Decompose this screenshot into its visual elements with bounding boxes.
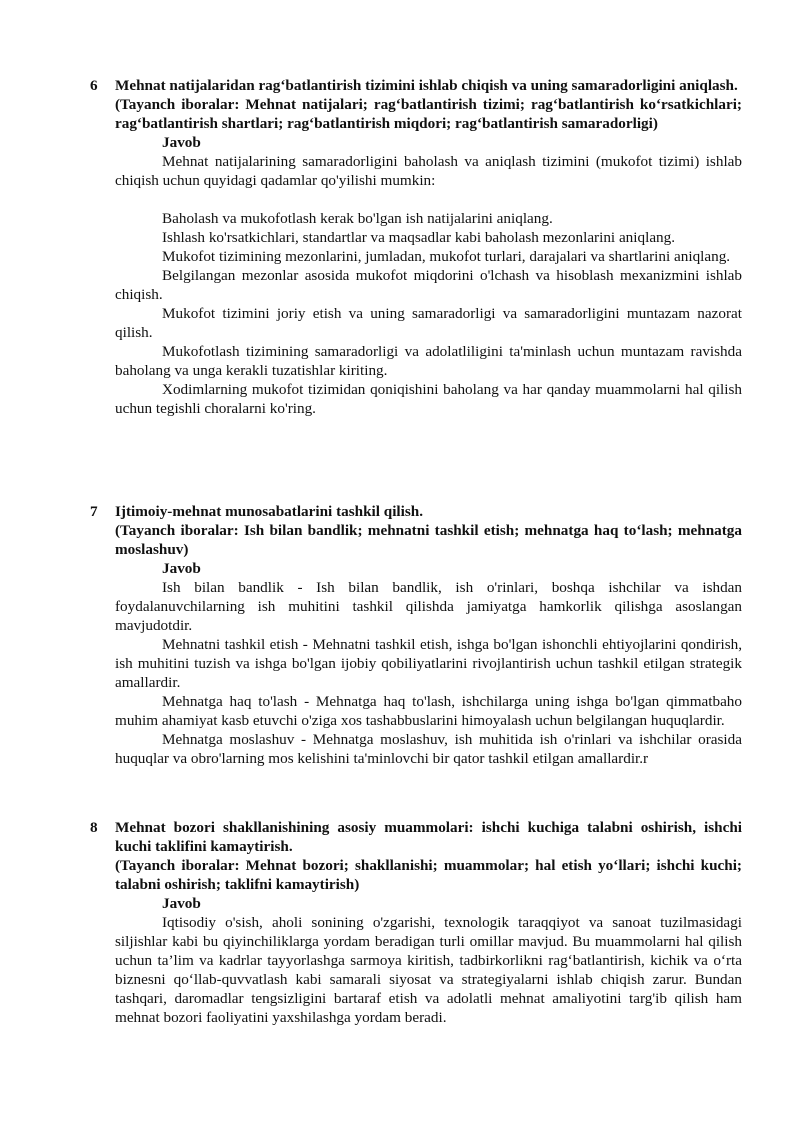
question-number: 7: [90, 503, 98, 520]
question-7: [90, 502, 742, 768]
keywords: (Tayanch iboralar: Mehnat bozori; shakllanishi; muammolar; hal etish yo‘llari; ishchi kuchi; talabni oshirish; taklifni kamaytirish): [115, 857, 742, 893]
question-6: [90, 76, 742, 418]
answer-label: Javob: [162, 560, 201, 577]
answer-paragraph: Iqtisodiy o'sish, aholi sonining o'zgarishi, texnologik taraqqiyot va sanoat tuzilmasidagi siljishlar kabi bu qiyinchiliklarga yordam beradigan turli omillar mavjud. Bu muammolarni hal qilish uchun ta’lim va kadrlar tayyorlashga sarmoya kiritish, tadbirkorlikni rag‘batlantirish, kichik va o‘rta biznesni qo‘llab-quvvatlash kabi samarali siyosat va strategiyalarni ishlab chiqish zarur. Bundan tashqari, daromadlar tengsizligini bartaraf etish va adolatli mehnat amaliyotini targ'ib qilish ham mehnat bozori faoliyatini yaxshilashga yordam beradi.: [115, 914, 742, 1026]
answer-paragraph: Xodimlarning mukofot tizimidan qoniqishini baholang va har qanday muammolarni hal qilish uchun tegishli choralarni ko'ring.: [115, 381, 742, 417]
question-title: Mehnat natijalaridan rag‘batlantirish tizimini ishlab chiqish va uning samaradorligini aniqlash.: [115, 77, 738, 94]
keywords: (Tayanch iboralar: Mehnat natijalari; rag‘batlantirish tizimi; rag‘batlantirish ko‘rsatkichlari; rag‘batlantirish shartlari; rag‘batlantirish miqdori; rag‘batlantirish samaradorligi): [115, 96, 742, 132]
answer-paragraph: Ishlash ko'rsatkichlari, standartlar va maqsadlar kabi baholash mezonlarini aniqlang.: [162, 229, 676, 246]
question-title: Ijtimoiy-mehnat munosabatlarini tashkil qilish.: [115, 503, 424, 520]
question-number: 6: [90, 77, 98, 94]
answer-label: Javob: [162, 895, 201, 912]
answer-paragraph: Mehnatga moslashuv - Mehnatga moslashuv, ish muhitida ish o'rinlari va ishchilar orasida huquqlar va obro'larning mos kelishini ta'minlovchi bir qator tashkil etilgan amallardir.r: [115, 731, 742, 767]
answer-paragraph: Mukofotlash tizimining samaradorligi va adolatliligini ta'minlash uchun muntazam ravishda baholang va unga kerakli tuzatishlar kiriting.: [115, 343, 742, 379]
keywords: (Tayanch iboralar: Ish bilan bandlik; mehnatni tashkil etish; mehnatga haq to‘lash; mehnatga moslashuv): [115, 522, 742, 558]
answer-paragraph: Mehnatni tashkil etish - Mehnatni tashkil etish, ishga bo'lgan ishonchli ehtiyojlarini qondirish, ish muhitini tuzish va ishga bo'lgan ijobiy qobiliyatlarini rivojlantirish uchun tashkil etilgan strategik amallardir.: [115, 636, 742, 691]
answer-paragraph: Baholash va mukofotlash kerak bo'lgan ish natijalarini aniqlang.: [162, 210, 553, 227]
question-number: 8: [90, 819, 98, 836]
answer-paragraph: Mehnatga haq to'lash - Mehnatga haq to'lash, ishchilarga uning ishga bo'lgan qimmatbaho muhim ahamiyat kasb etuvchi o'ziga xos tashabbuslarini himoyalash uchun belgilangan huquqlardir.: [115, 693, 742, 729]
answer-label: Javob: [162, 134, 201, 151]
answer-paragraph: Belgilangan mezonlar asosida mukofot miqdorini o'lchash va hisoblash mexanizmini ishlab chiqish.: [115, 267, 742, 303]
answer-intro: Mehnat natijalarining samaradorligini baholash va aniqlash tizimini (mukofot tizimi) ishlab chiqish uchun quyidagi qadamlar qo'yilishi mumkin:: [115, 153, 742, 189]
question-8: [90, 818, 742, 1027]
answer-paragraph: Mukofot tizimini joriy etish va uning samaradorligi va samaradorligini muntazam nazorat qilish.: [115, 305, 742, 341]
answer-paragraph: Ish bilan bandlik - Ish bilan bandlik, ish o'rinlari, boshqa ishchilar va ishdan foydalanuvchilarning ish muhitini tashkil qilishda jamiyatga hamkorlik qilishga asoslangan mavjudotdir.: [115, 579, 742, 634]
question-title: Mehnat bozori shakllanishining asosiy muammolari: ishchi kuchiga talabni oshirish, ishchi kuchi taklifini kamaytirish.: [115, 819, 742, 855]
answer-paragraph: Mukofot tizimining mezonlarini, jumladan, mukofot turlari, darajalari va shartlarini aniqlang.: [162, 248, 731, 265]
